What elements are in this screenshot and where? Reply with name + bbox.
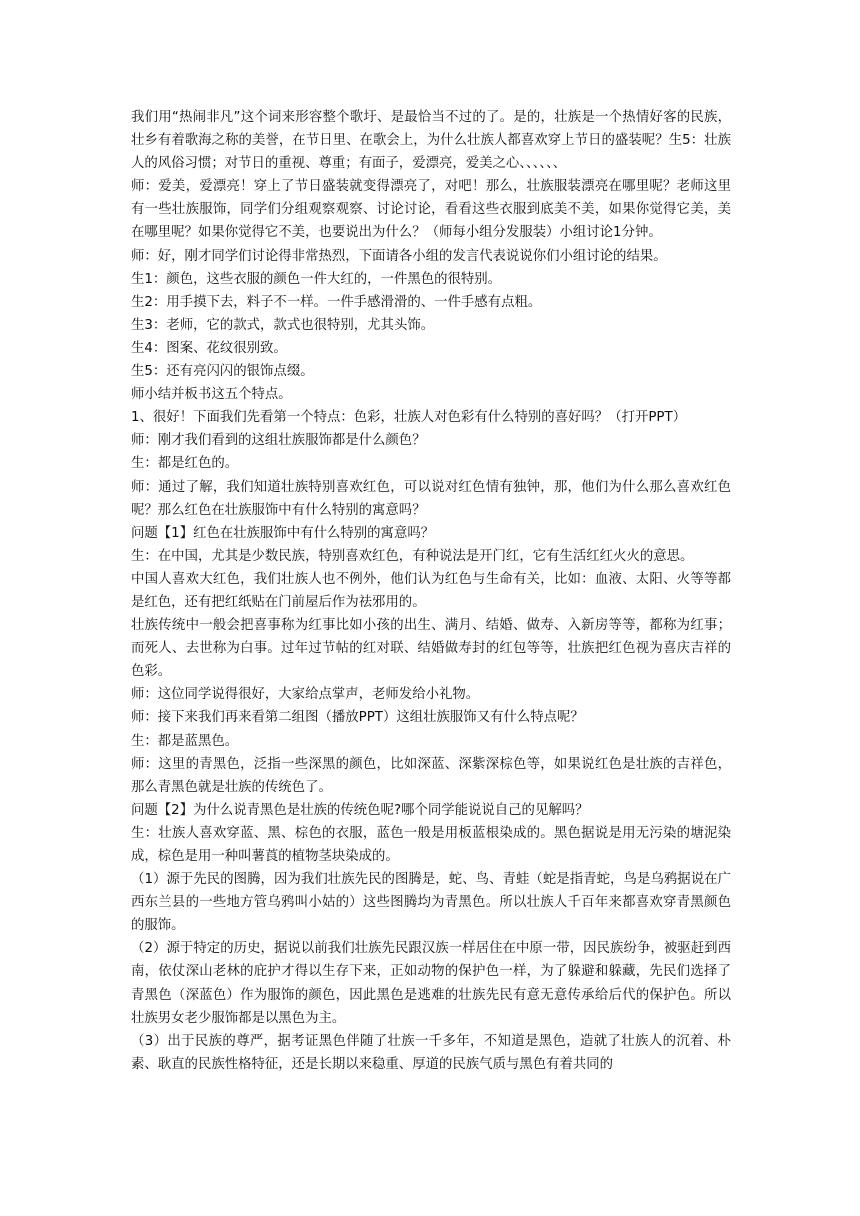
paragraph: 师：爱美，爱漂亮！穿上了节日盛装就变得漂亮了，对吧！那么，壮族服装漂亮在哪里呢？老师这里有一些壮族服饰，同学们分组观察观察、讨论讨论，看看这些衣服到底美不美，如果你觉得它美，美在哪里呢？如果你觉得它不美，也要说出为什么？（师每小组分发服装）小组讨论1分钟。	[131, 179, 731, 241]
paragraph: 壮族传统中一般会把喜事称为红事比如小孩的出生、满月、结婚、做寿、入新房等等，都称为红事；而死人、去世称为白事。过年过节帖的红对联、结婚做寿封的红包等等，壮族把红色视为喜庆吉祥的色彩。	[131, 618, 731, 680]
paragraph: 中国人喜欢大红色，我们壮族人也不例外，他们认为红色与生命有关，比如：血液、太阳、火等等都是红色，还有把红纸贴在门前屋后作为祛邪用的。	[131, 571, 731, 610]
paragraph: （2）源于特定的历史，据说以前我们壮族先民跟汉族一样居住在中原一带，因民族纷争，被驱赶到西南，依仗深山老林的庇护才得以生存下来，正如动物的保护色一样，为了躲避和躲藏，先民们选择了青黑色（深蓝色）作为服饰的颜色，因此黑色是逃难的壮族先民有意无意传承给后代的保护色。所以壮族男女老少服饰都是以黑色为主。	[131, 941, 731, 1026]
paragraph: 师：这位同学说得很好，大家给点掌声，老师发给小礼物。	[131, 687, 480, 703]
paragraph: 生3：老师，它的款式，款式也很特别，尤其头饰。	[131, 317, 435, 333]
paragraph: （3）出于民族的尊严，据考证黑色伴随了壮族一千多年，不知道是黑色，造就了壮族人的沉着、朴素、耿直的民族性格特征，还是长期以来稳重、厚道的民族气质与黑色有着共同的	[131, 1033, 731, 1072]
paragraph: 师：接下来我们再来看第二组图（播放PPT）这组壮族服饰又有什么特点呢？	[131, 710, 584, 726]
paragraph: 生2：用手摸下去，料子不一样。一件手感滑滑的、一件手感有点粗。	[131, 294, 542, 310]
paragraph: 生：都是蓝黑色。	[131, 733, 239, 749]
paragraph: 师：通过了解，我们知道壮族特别喜欢红色，可以说对红色情有独钟，那，他们为什么那么喜欢红色呢？那么红色在壮族服饰中有什么特别的寓意吗？	[131, 479, 731, 518]
paragraph: 生1：颜色，这些衣服的颜色一件大红的，一件黑色的很特别。	[131, 271, 502, 287]
paragraph: 师：这里的青黑色，泛指一些深黑的颜色，比如深蓝、深紫深棕色等，如果说红色是壮族的吉祥色，那么青黑色就是壮族的传统色了。	[131, 756, 731, 795]
paragraph: 师小结并板书这五个特点。	[131, 387, 292, 403]
paragraph: 生：在中国，尤其是少数民族，特别喜欢红色，有种说法是开门红，它有生活红红火火的意思。	[131, 548, 694, 564]
paragraph: 1、很好！下面我们先看第一个特点：色彩，壮族人对色彩有什么特别的喜好吗？（打开PPT）	[131, 410, 687, 426]
paragraph: 生：都是红色的。	[131, 456, 239, 472]
paragraph: 生：壮族人喜欢穿蓝、黑、棕色的衣服，蓝色一般是用板蓝根染成的。黑色据说是用无污染的塘泥染成，棕色是用一种叫薯莨的植物茎块染成的。	[131, 825, 731, 864]
paragraph: 生4：图案、花纹很别致。	[131, 340, 287, 356]
paragraph: 师：好，刚才同学们讨论得非常热烈，下面请各小组的发言代表说说你们小组讨论的结果。	[131, 248, 667, 264]
paragraph: 问题【2】为什么说青黑色是壮族的传统色呢?哪个同学能说说自己的见解吗？	[131, 802, 589, 818]
paragraph: 问题【1】红色在壮族服饰中有什么特别的寓意吗？	[131, 525, 435, 541]
paragraph: 师：刚才我们看到的这组壮族服饰都是什么颜色？	[131, 433, 426, 449]
document-body	[131, 106, 731, 1076]
paragraph: 生5：还有亮闪闪的银饰点缀。	[131, 364, 314, 380]
paragraph: （1）源于先民的图腾，因为我们壮族先民的图腾是，蛇、鸟、青蛙（蛇是指青蛇，鸟是乌鸦据说在广西东兰县的一些地方管乌鸦叫小姑的）这些图腾均为青黑色。所以壮族人千百年来都喜欢穿青黑颜色的服饰。	[131, 872, 731, 934]
paragraph: 我们用“热闹非凡”这个词来形容整个歌圩、是最恰当不过的了。是的，壮族是一个热情好客的民族，壮乡有着歌海之称的美誉，在节日里、在歌会上，为什么壮族人都喜欢穿上节日的盛装呢？生5：壮族人的风俗习惯；对节日的重视、尊重；有面子，爱漂亮，爱美之心、、、、、、	[131, 110, 731, 172]
